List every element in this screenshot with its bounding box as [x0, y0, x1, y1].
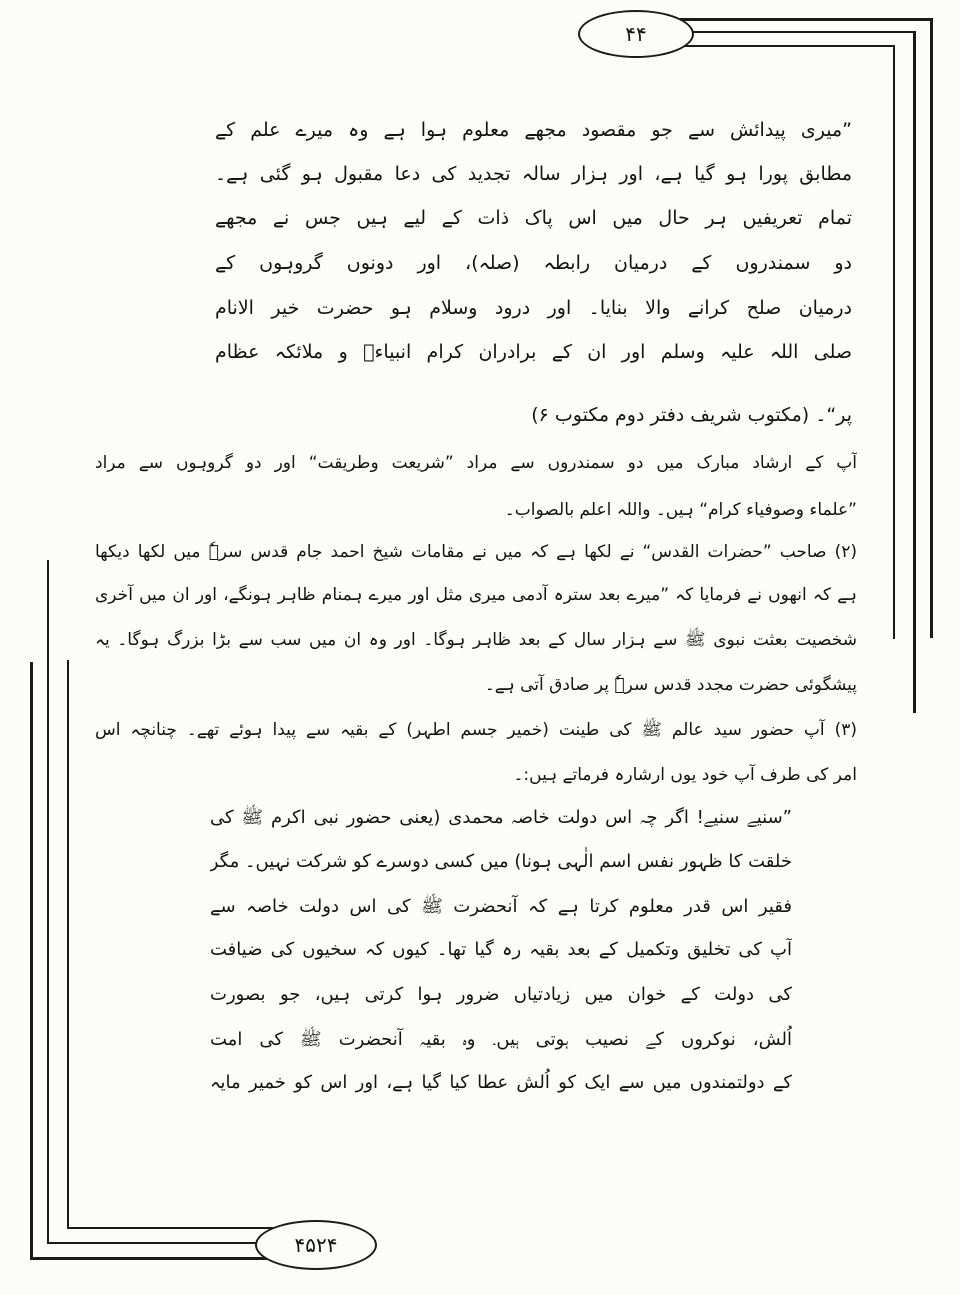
text-line: شخصیت بعثت نبوی ﷺ سے ہزار سال کے بعد ظاہر ہوگا۔ اور وہ ان میں سب سے بڑا بزرگ ہوگا۔ یہ — [95, 630, 857, 650]
frame-line — [47, 560, 49, 1244]
frame-line — [684, 45, 895, 47]
text-line: درمیان صلح کرانے والا بنایا۔ اور درود وسلام ہو حضرت خیر الانام — [215, 297, 852, 319]
frame-line — [913, 31, 916, 713]
frame-line — [930, 18, 933, 638]
text-line: ہے کہ انھوں نے فرمایا کہ ”میرے بعد سترہ آدمی میری مثل اور میرے ہمنام ظاہر ہونگے، اور ان میں آخری — [95, 585, 857, 605]
frame-line — [30, 1257, 270, 1260]
text-line: (۳) آپ حضور سید عالم ﷺ کی طینت (خمیر جسم اطہر) کے بقیہ سے پیدا ہوئے تھے۔ چنانچہ اس — [95, 720, 857, 740]
frame-line — [688, 31, 915, 33]
text-line: کی دولت کے خوان میں زیادتیاں ضرور ہوا کرتی ہیں، جو بصورت — [210, 984, 792, 1005]
text-line: صلی اللہ علیہ وسلم اور ان کے برادران کرام انبیاءؑ و ملائکہ عظام — [215, 341, 852, 363]
text-line: آپ کے ارشاد مبارک میں دو سمندروں سے مراد ”شریعت وطریقت“ اور دو گروہوں سے مراد — [95, 453, 857, 473]
frame-line — [893, 45, 895, 639]
frame-line — [47, 1242, 267, 1244]
text-line: (۲) صاحب ”حضرات القدس“ نے لکھا ہے کہ میں نے مقامات شیخ احمد جام قدس سرہٗ میں لکھا دیکھا — [95, 542, 857, 562]
text-line: کے دولتمندوں میں سے ایک کو اُلش عطا کیا گیا ہے، اور اس کو خمیر مایہ — [210, 1072, 792, 1093]
page-number-bottom: ۴۵۲۴ — [255, 1220, 377, 1270]
text-line: فقیر اس قدر معلوم کرتا ہے کہ آنحضرت ﷺ کی اس دولت خاصہ سے — [210, 896, 792, 917]
frame-line — [30, 662, 33, 1259]
text-line: خلقت کا ظہور نفس اسم الٰہی ہونا) میں کسی دوسرے کو شرکت نہیں۔ مگر — [210, 851, 792, 872]
page-number-top: ۴۴ — [578, 10, 694, 58]
text-line: ”سنیے سنیے! اگر چہ اس دولت خاصہ محمدی (یعنی حضور نبی اکرم ﷺ کی — [210, 807, 792, 828]
text-line: مطابق پورا ہو گیا ہے، اور ہزار سالہ تجدید کی دعا مقبول ہو گئی ہے۔ — [215, 163, 852, 185]
text-line: آپ کی تخلیق وتکمیل کے بعد بقیہ رہ گیا تھا۔ کیوں کہ سخیوں کی ضیافت — [210, 939, 792, 960]
text-line: اُلش، نوکروں کے نصیب ہوتی ہیں۔ وہ بقیہ آنحضرت ﷺ کی امت — [210, 1029, 792, 1050]
text-line: تمام تعریفیں ہر حال میں اس پاک ذات کے لیے ہیں جس نے مجھے — [215, 207, 852, 229]
text-line: ”میری پیدائش سے جو مقصود مجھے معلوم ہوا ہے وہ میرے علم کے — [215, 119, 852, 141]
text-line: ”علماء وصوفیاء کرام“ ہیں۔ واللہ اعلم بالصواب۔ — [504, 500, 857, 520]
frame-line — [67, 660, 69, 1229]
frame-line — [67, 1227, 277, 1229]
text-line: پیشگوئی حضرت مجدد قدس سرہٗ پر صادق آتی ہے۔ — [484, 675, 857, 695]
frame-line — [680, 18, 932, 21]
citation-line: پر“۔ (مکتوب شریف دفتر دوم مکتوب ۶) — [531, 404, 852, 426]
text-line: دو سمندروں کے درمیان رابطہ (صلہ)، اور دونوں گروہوں کے — [215, 252, 852, 274]
text-line: امر کی طرف آپ خود یوں ارشارہ فرماتے ہیں:۔ — [513, 765, 857, 785]
